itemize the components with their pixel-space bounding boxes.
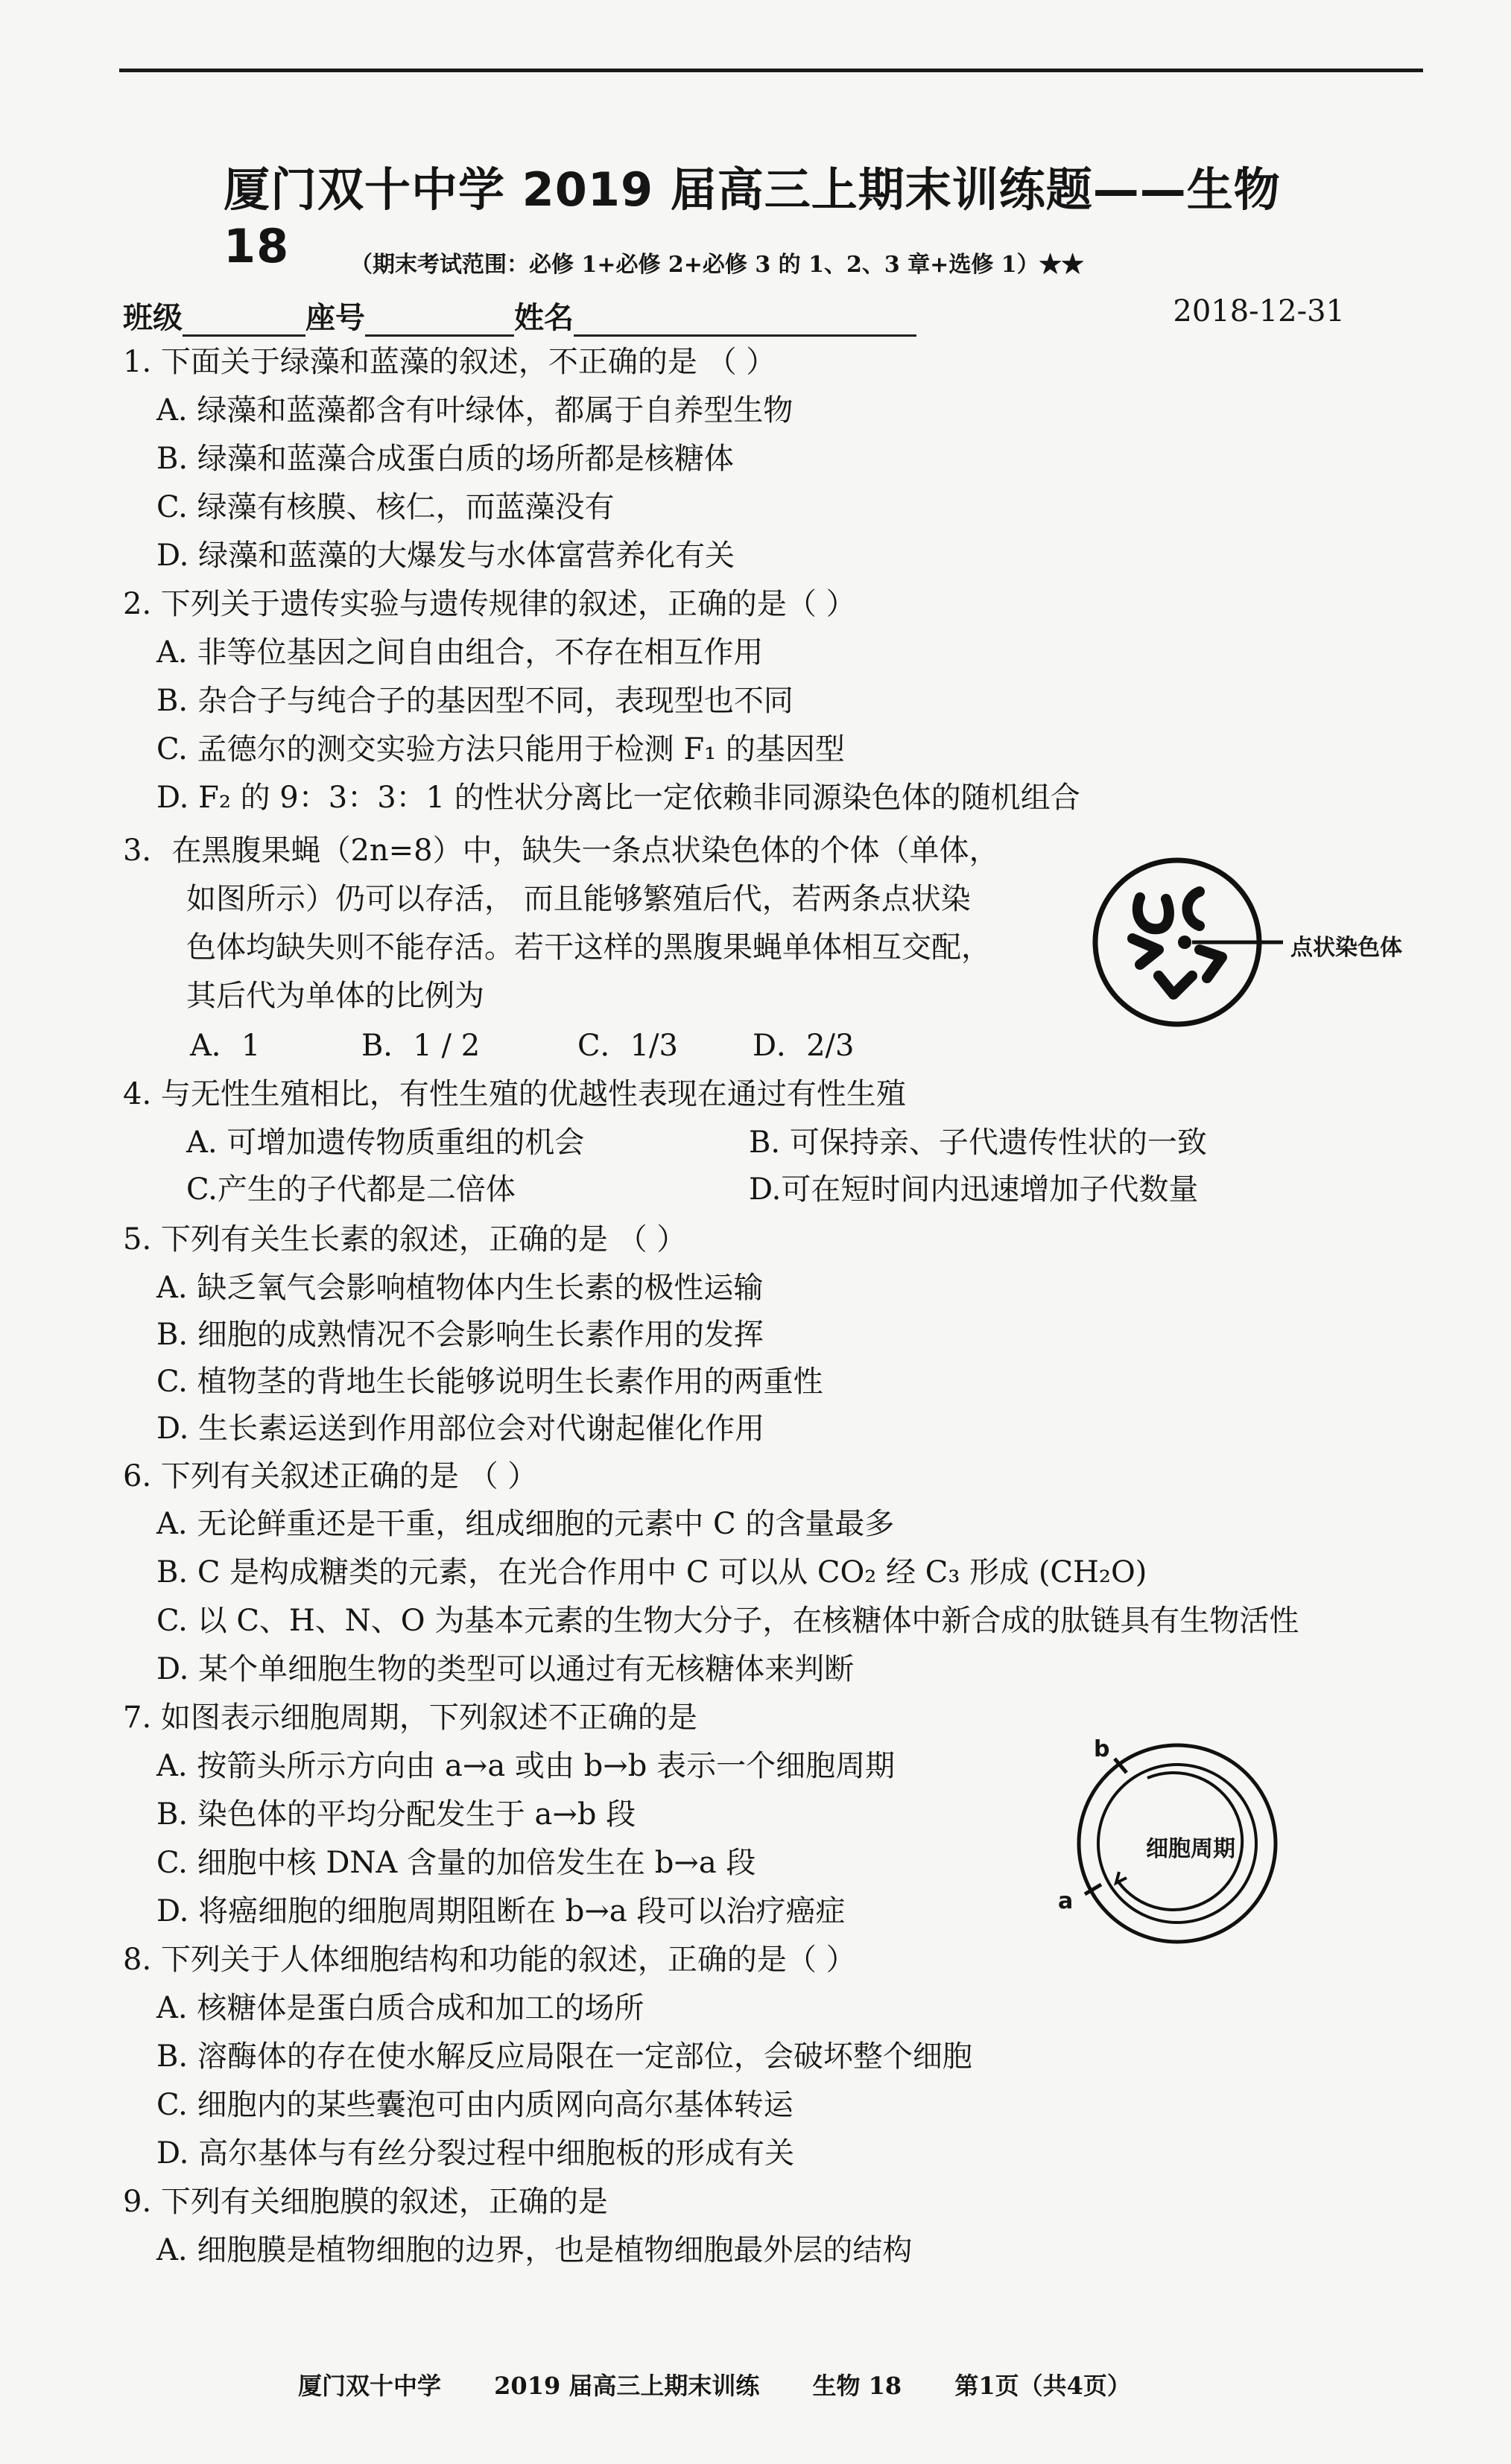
q6-option-a: A. 无论鲜重还是干重，组成细胞的元素中 C 的含量最多 xyxy=(156,1507,895,1541)
question-8: 8. 下列关于人体细胞结构和功能的叙述，正确的是（ ） xyxy=(123,1943,856,1977)
question-9: 9. 下列有关细胞膜的叙述，正确的是 xyxy=(123,2185,608,2219)
q7-option-a: A. 按箭头所示方向由 a→a 或由 b→b 表示一个细胞周期 xyxy=(156,1749,896,1783)
top-rule xyxy=(119,69,1423,72)
q3-option-d: D．2/3 xyxy=(753,1029,855,1063)
q3-option-b: B．1 / 2 xyxy=(361,1029,481,1063)
question-7: 7. 如图表示细胞周期，下列叙述不正确的是 xyxy=(123,1701,697,1735)
q2-option-d: D. F₂ 的 9：3：3：1 的性状分离比一定依赖非同源染色体的随机组合 xyxy=(156,781,1080,815)
q2-option-c: C. 孟德尔的测交实验方法只能用于检测 F₁ 的基因型 xyxy=(156,732,845,766)
seat-field[interactable] xyxy=(365,306,514,337)
name-label: 姓名 xyxy=(514,300,574,335)
q4-option-b: B. 可保持亲、子代遗传性状的一致 xyxy=(749,1125,1207,1160)
q3-text-2: 如图所示）仍可以存活， 而且能够繁殖后代，若两条点状染 xyxy=(186,882,971,916)
question-1: 1. 下面关于绿藻和蓝藻的叙述，不正确的是 （ ） xyxy=(123,345,776,379)
footer-school: 厦门双十中学 xyxy=(298,2372,442,2400)
q8-option-a: A. 核糖体是蛋白质合成和加工的场所 xyxy=(156,1991,644,2025)
q7-option-c: C. 细胞中核 DNA 含量的加倍发生在 b→a 段 xyxy=(156,1846,756,1880)
question-6: 6. 下列有关叙述正确的是 （ ） xyxy=(123,1459,538,1493)
question-2: 2. 下列关于遗传实验与遗传规律的叙述，正确的是（ ） xyxy=(123,587,856,621)
q1-option-b: B. 绿藻和蓝藻合成蛋白质的场所都是核糖体 xyxy=(156,442,734,476)
cell-cycle-figure xyxy=(1058,1732,1282,1955)
footer-exam: 2019 届高三上期末训练 xyxy=(494,2372,760,2400)
q3-text-3: 色体均缺失则不能存活。若干这样的黑腹果蝇单体相互交配， xyxy=(186,930,991,965)
date: 2018-12-31 xyxy=(1173,294,1345,328)
q6-option-c: C. 以 C、H、N、O 为基本元素的生物大分子，在核糖体中新合成的肽链具有生物活性 xyxy=(156,1604,1299,1638)
q3-text-4: 其后代为单体的比例为 xyxy=(186,979,484,1013)
q3-option-a: A．1 xyxy=(190,1029,261,1063)
q4-option-a: A. 可增加遗传物质重组的机会 xyxy=(186,1125,585,1160)
q4-option-c: C.产生的子代都是二倍体 xyxy=(186,1172,516,1207)
q3-option-c: C．1/3 xyxy=(577,1029,678,1063)
q7-option-b: B. 染色体的平均分配发生于 a→b 段 xyxy=(156,1797,636,1832)
q5-option-d: D. 生长素运送到作用部位会对代谢起催化作用 xyxy=(156,1412,765,1446)
exam-scope: （期末考试范围：必修 1+必修 2+必修 3 的 1、2、3 章+选修 1）★★ xyxy=(350,252,1084,278)
q6-option-d: D. 某个单细胞生物的类型可以通过有无核糖体来判断 xyxy=(156,1652,855,1686)
footer-page: 第1页（共4页） xyxy=(954,2372,1131,2400)
q5-option-a: A. 缺乏氧气会影响植物体内生长素的极性运输 xyxy=(156,1271,764,1305)
q8-option-d: D. 高尔基体与有丝分裂过程中细胞板的形成有关 xyxy=(156,2136,795,2171)
q2-option-b: B. 杂合子与纯合子的基因型不同，表现型也不同 xyxy=(156,684,793,718)
q6-option-b: B. C 是构成糖类的元素，在光合作用中 C 可以从 CO₂ 经 C₃ 形成 (CH₂O) xyxy=(156,1555,1147,1590)
footer-subject: 生物 18 xyxy=(812,2372,902,2400)
seat-label: 座号 xyxy=(305,300,365,335)
question-3: 3．在黑腹果蝇（2n=8）中，缺失一条点状染色体的个体（单体， xyxy=(123,833,999,868)
q9-option-a: A. 细胞膜是植物细胞的边界，也是植物细胞最外层的结构 xyxy=(156,2233,913,2267)
dot-chromosome-label: 点状染色体 xyxy=(1290,935,1402,961)
q8-option-c: C. 细胞内的某些囊泡可由内质网向高尔基体转运 xyxy=(156,2088,793,2122)
q7-option-d: D. 将癌细胞的细胞周期阻断在 b→a 段可以治疗癌症 xyxy=(156,1894,846,1928)
q1-option-d: D. 绿藻和蓝藻的大爆发与水体富营养化有关 xyxy=(156,539,735,573)
q8-option-b: B. 溶酶体的存在使水解反应局限在一定部位，会破坏整个细胞 xyxy=(156,2039,972,2074)
q1-option-a: A. 绿藻和蓝藻都含有叶绿体，都属于自养型生物 xyxy=(156,393,793,428)
label-b: b xyxy=(1094,1736,1110,1762)
class-field[interactable] xyxy=(183,306,305,337)
cell-cycle-label: 细胞周期 xyxy=(1146,1836,1235,1862)
student-info-row xyxy=(123,294,1345,339)
name-field[interactable] xyxy=(574,306,916,337)
q1-option-c: C. 绿藻有核膜、核仁，而蓝藻没有 xyxy=(156,490,615,524)
class-label: 班级 xyxy=(123,300,183,335)
q5-option-c: C. 植物茎的背地生长能够说明生长素作用的两重性 xyxy=(156,1365,823,1399)
page-title: 厦门双十中学 2019 届高三上期末训练题——生物 18 xyxy=(224,162,1281,273)
chromosome-figure xyxy=(1088,845,1416,1039)
q2-option-a: A. 非等位基因之间自由组合，不存在相互作用 xyxy=(156,635,764,670)
q5-option-b: B. 细胞的成熟情况不会影响生长素作用的发挥 xyxy=(156,1318,764,1352)
q4-option-d: D.可在短时间内迅速增加子代数量 xyxy=(749,1172,1199,1207)
question-5: 5. 下列有关生长素的叙述，正确的是 （ ） xyxy=(123,1222,687,1257)
page-footer xyxy=(298,2367,1267,2401)
label-a: a xyxy=(1058,1888,1074,1914)
question-4: 4. 与无性生殖相比，有性生殖的优越性表现在通过有性生殖 xyxy=(123,1077,906,1111)
